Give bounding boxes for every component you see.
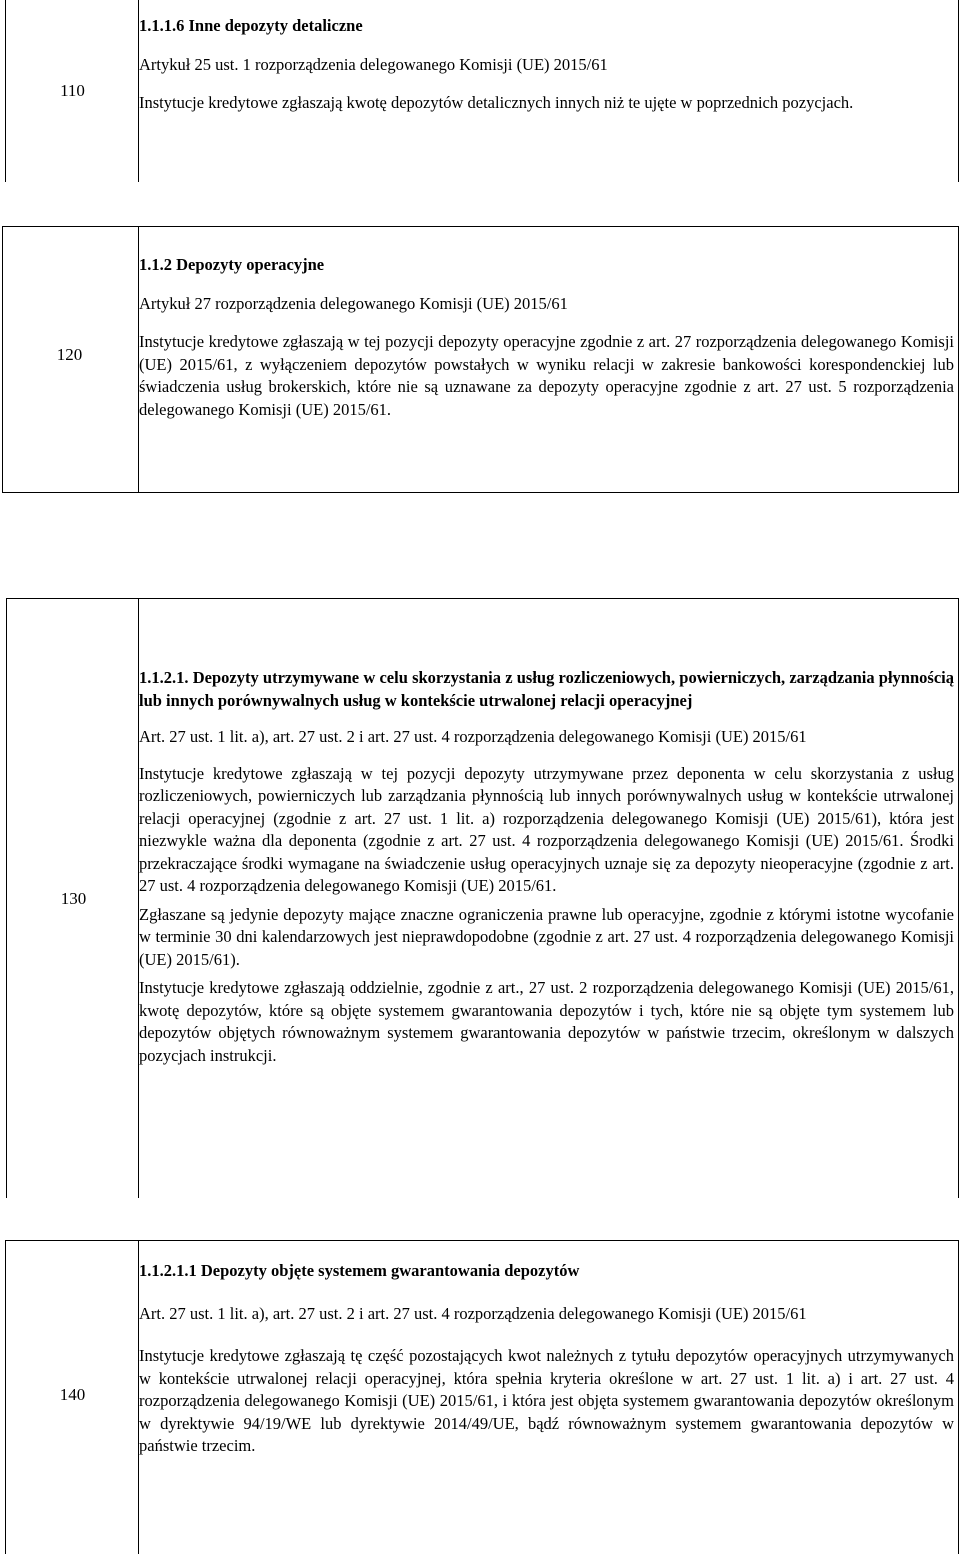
description-paragraph: Instytucje kredytowe zgłaszają w tej pozycji depozyty operacyjne zgodnie z art. 27 rozporządzenia delegowanego Komisji (UE) 2015/61, z wyłączeniem depozytów powstałych w wyniku relacji w zakresie bankowości korespondenckiej lub świadczenia usług brokerskich, które nie są uznawane za depozyty operacyjne zgodnie z art. 27 ust. 5 rozporządzenia delegowanego Komisji (UE) 2015/61. xyxy=(139,332,954,419)
legal-reference: Art. 27 ust. 1 lit. a), art. 27 ust. 2 i art. 27 ust. 4 rozporządzenia delegowanego Komisji (UE) 2015/61 xyxy=(139,727,807,746)
section-heading: 1.1.2 Depozyty operacyjne xyxy=(139,255,325,274)
section-heading: 1.1.1.6 Inne depozyty detaliczne xyxy=(139,16,363,35)
table-row xyxy=(0,598,960,1198)
table-row xyxy=(0,1240,960,1554)
description-paragraph: Instytucje kredytowe zgłaszają tę część pozostających kwot należnych z tytułu depozytów operacyjnych utrzymywanych w kontekście utrwalonej relacji operacyjnej, która spełnia kryteria określone w art. 27 ust. 1 lit. a) i art. 27 ust. 4 rozporządzenia delegowanego Komisji (UE) 2015/61, i która jest objęta systemem gwarantowania depozytów określonym w dyrektywie 94/19/WE lub dyrektywie 2014/49/UE, bądź równoważnym systemem gwarantowania depozytów w państwie trzecim. xyxy=(139,1346,954,1455)
row-content xyxy=(139,15,954,115)
table-border xyxy=(2,492,959,493)
description-paragraph: Instytucje kredytowe zgłaszają oddzielnie, zgodnie z art., 27 ust. 2 rozporządzenia delegowanego Komisji (UE) 2015/61, kwotę depozytów, które są objęte systemem gwarantowania depozytów i tych, które nie są objęte tym systemem lub depozytów objętych równoważnym systemem gwarantowania depozytów w państwie trzecim, określonym w dalszych pozycjach instrukcji. xyxy=(139,978,954,1065)
table-border xyxy=(958,1240,959,1554)
legal-reference: Art. 27 ust. 1 lit. a), art. 27 ust. 2 i art. 27 ust. 4 rozporządzenia delegowanego Komisji (UE) 2015/61 xyxy=(139,1303,807,1323)
row-number: 130 xyxy=(60,889,87,908)
description-paragraph: Instytucje kredytowe zgłaszają w tej pozycji depozyty utrzymywane przez deponenta w celu skorzystania z usług rozliczeniowych, powierniczych lub zarządzania płynnością lub innych porównywalnych usług w kontekście utrwalonej relacji operacyjnej (zgodnie z art. 27 ust. 1 lit. a) rozporządzenia delegowanego Komisji (UE) 2015/61), która jest niezwykle ważna dla deponenta (zgodnie z art. 27 ust. 4 rozporządzenia delegowanego Komisji (UE) 2015/61. Środki przekraczające środki wymagane na świadczenie usług operacyjnych uznaje się za depozyty nieoperacyjne (zgodnie z art. 27 ust. 4 rozporządzenia delegowanego Komisji (UE) 2015/61. xyxy=(139,763,954,895)
table-border xyxy=(958,598,959,1198)
table-border xyxy=(958,226,959,493)
table-border xyxy=(2,226,959,227)
table-border xyxy=(6,598,959,599)
section-heading: 1.1.2.1.1 Depozyty objęte systemem gwarantowania depozytów xyxy=(139,1261,580,1280)
description-paragraph: Instytucje kredytowe zgłaszają kwotę depozytów detalicznych innych niż te ujęte w poprzednich pozycjach. xyxy=(139,93,854,112)
row-content xyxy=(139,1260,954,1458)
section-heading: 1.1.2.1. Depozyty utrzymywane w celu skorzystania z usług rozliczeniowych, powierniczych, zarządzania płynnością lub innych porównywalnych usług w kontekście utrwalonej relacji operacyjnej xyxy=(139,668,954,710)
row-content xyxy=(139,667,954,1067)
legal-reference: Artykuł 25 ust. 1 rozporządzenia delegowanego Komisji (UE) 2015/61 xyxy=(139,54,608,74)
table-border xyxy=(958,0,959,182)
row-number: 140 xyxy=(59,1385,86,1404)
table-row xyxy=(0,226,960,494)
row-number: 110 xyxy=(60,81,85,100)
description-paragraph: Zgłaszane są jedynie depozyty mające znaczne ograniczenia prawne lub operacyjne, zgodnie z którymi istotne wycofanie w terminie 30 dni kalendarzowych jest nieprawdopodobne (zgodnie z art. 27 ust. 4 rozporządzenia delegowanego Komisji (UE) 2015/61). xyxy=(139,904,954,969)
row-content xyxy=(139,254,954,421)
row-number: 120 xyxy=(56,345,83,364)
table-row xyxy=(0,0,960,182)
table-border xyxy=(5,1240,959,1241)
legal-reference: Artykuł 27 rozporządzenia delegowanego Komisji (UE) 2015/61 xyxy=(139,293,568,313)
